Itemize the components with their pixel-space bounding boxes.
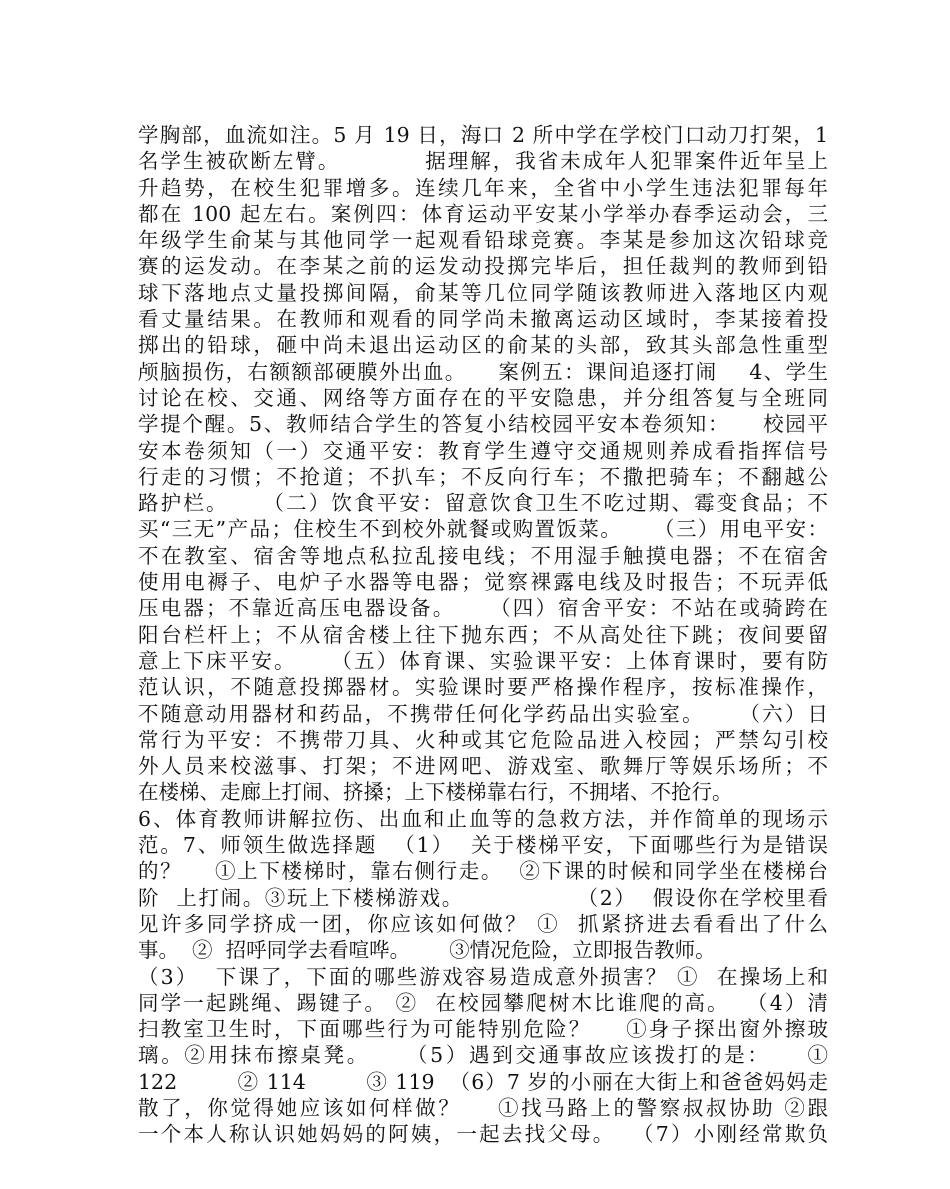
text-line: 买“三无”产品；住校生不到校外就餐或购置饭菜。 （三）用电平安： [138, 517, 828, 542]
text-line: 在楼梯、走廊上打闹、挤搡；上下楼梯靠右行，不拥堵、不抢行。 [138, 780, 733, 805]
text-line: 6、体育教师讲解拉伤、出血和止血等的急救方法，并作简单的现场示 [138, 806, 828, 831]
text-line: 球下落地点丈量投掷间隔，俞某等几位同学随该教师进入落地区内观 [138, 280, 828, 305]
text-line: 颅脑损伤，右额额部硬膜外出血。 案例五：课间追逐打闹 4、学生 [138, 359, 828, 384]
text-line: 学提个醒。5、教师结合学生的答复小结校园平安本卷须知： 校园平 [138, 412, 828, 437]
text-line: 见许多同学挤成一团，你应该如何做？ ① 抓紧挤进去看看出了什么 [138, 911, 828, 936]
text-line: 路护栏。 （二）饮食平安：留意饮食卫生不吃过期、霉变食品；不 [138, 491, 828, 516]
text-line: 一个本人称认识她妈妈的阿姨，一起去找父母。 （7）小刚经常欺负 [138, 1122, 828, 1147]
text-line: 使用电褥子、电炉子水器等电器；觉察裸露电线及时报告；不玩弄低 [138, 570, 828, 595]
text-line: 意上下床平安。 （五）体育课、实验课平安：上体育课时，要有防 [138, 648, 828, 673]
text-line: 不随意动用器材和药品，不携带任何化学药品出实验室。 （六）日 [138, 701, 828, 726]
text-line: 行走的习惯；不抢道；不扒车；不反向行车；不撒把骑车；不翻越公 [138, 464, 828, 489]
text-line: 安本卷须知（一）交通平安：教育学生遵守交通规则养成看指挥信号 [138, 438, 828, 463]
text-line: 看丈量结果。在教师和观看的同学尚未撤离运动区域时，李某接着投 [138, 307, 828, 332]
text-line: 122 ② 114 ③ 119 （6）7 岁的小丽在大街上和爸爸妈妈走 [138, 1069, 828, 1094]
text-line: 不在教室、宿舍等地点私拉乱接电线；不用湿手触摸电器；不在宿舍 [138, 543, 828, 568]
text-line: （3） 下课了，下面的哪些游戏容易造成意外损害？ ① 在操场上和 [138, 964, 828, 989]
text-line: 阶 上打闹。③玩上下楼梯游戏。 （2） 假设你在学校里看 [138, 885, 828, 910]
text-line: 外人员来校滋事、打架；不进网吧、游戏室、歌舞厅等娱乐场所；不 [138, 754, 828, 779]
text-line: 都在 100 起左右。案例四：体育运动平安某小学举办春季运动会，三 [138, 201, 828, 226]
text-line: 扫教室卫生时，下面哪些行为可能特别危险？ ①身子探出窗外擦玻 [138, 1017, 828, 1042]
document-body-text [138, 122, 828, 1148]
text-line: 璃。②用抹布擦桌凳。 （5）遇到交通事故应该拨打的是： ① [138, 1043, 828, 1068]
text-line: 压电器；不靠近高压电器设备。 （四）宿舍平安：不站在或骑跨在 [138, 596, 828, 621]
text-line: 讨论在校、交通、网络等方面存在的平安隐患，并分组答复与全班同 [138, 385, 828, 410]
text-line: 赛的运发动。在李某之前的运发动投掷完毕后，担任裁判的教师到铅 [138, 254, 828, 279]
text-line: 名学生被砍断左臂。 据理解，我省未成年人犯罪案件近年呈上 [138, 149, 828, 174]
text-line: 升趋势，在校生犯罪增多。连续几年来，全省中小学生违法犯罪每年 [138, 175, 828, 200]
text-line: 同学一起跳绳、踢键子。 ② 在校园攀爬树木比谁爬的高。 （4）清 [138, 990, 828, 1015]
text-line: 范认识，不随意投掷器材。实验课时要严格操作程序，按标准操作， [138, 675, 828, 700]
text-line: 学胸部，血流如注。5 月 19 日，海口 2 所中学在学校门口动刀打架，1 [138, 123, 828, 147]
text-line: 范。7、师领生做选择题 （1） 关于楼梯平安，下面哪些行为是错误 [138, 833, 828, 858]
text-line: 年级学生俞某与其他同学一起观看铅球竞赛。李某是参加这次铅球竞 [138, 228, 828, 253]
text-line: 散了，你觉得她应该如何样做？ ①找马路上的警察叔叔协助 ②跟 [138, 1095, 828, 1120]
text-line: 的？ ①上下楼梯时，靠右侧行走。 ②下课的时候和同学坐在楼梯台 [138, 859, 828, 884]
text-line: 事。 ② 招呼同学去看喧哗。 ③情况危险，立即报告教师。 [138, 938, 716, 963]
text-line: 阳台栏杆上；不从宿舍楼上往下抛东西；不从高处往下跳；夜间要留 [138, 622, 828, 647]
text-line: 掷出的铅球，砸中尚未退出运动区的俞某的头部，致其头部急性重型 [138, 333, 828, 358]
text-line: 常行为平安：不携带刀具、火种或其它危险品进入校园；严禁勾引校 [138, 727, 828, 752]
